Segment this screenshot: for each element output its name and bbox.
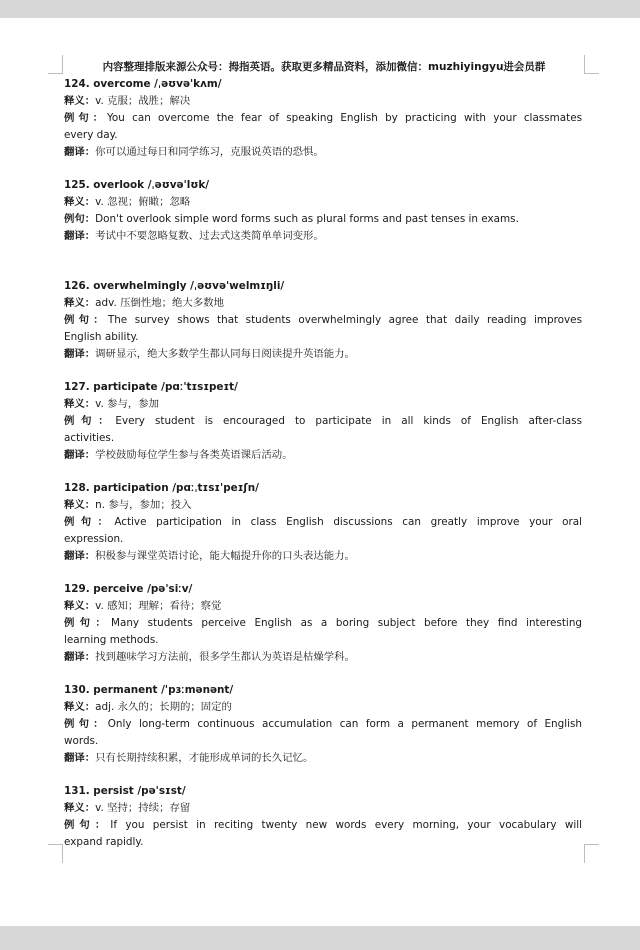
translation-label: 翻译： bbox=[64, 650, 96, 663]
translation-label: 翻译： bbox=[64, 751, 96, 764]
example-text: Don't overlook simple word forms such as plural forms and past tenses in exams. bbox=[95, 212, 519, 225]
headword: 128. participation /pɑːˌtɪsɪ'peɪʃn/ bbox=[64, 482, 259, 494]
translation-text: 考试中不要忽略复数、过去式这类简单单词变形。 bbox=[95, 229, 324, 242]
meaning-line bbox=[64, 497, 582, 514]
translation-label: 翻译： bbox=[64, 549, 96, 562]
translation-line bbox=[64, 649, 582, 666]
vocab-entry bbox=[64, 379, 582, 480]
example-line bbox=[64, 716, 582, 733]
corner-mark-bottom-left bbox=[48, 844, 63, 863]
translation-text: 你可以通过每日和同学练习，克服说英语的恐惧。 bbox=[95, 145, 324, 158]
meaning-line bbox=[64, 93, 582, 110]
meaning-text: v. 参与，参加 bbox=[95, 397, 160, 410]
example-line bbox=[64, 413, 582, 430]
example-continuation: activities. bbox=[64, 431, 115, 444]
example-continuation: every day. bbox=[64, 128, 118, 141]
example-label: 例句： bbox=[64, 616, 111, 629]
vocab-entry bbox=[64, 177, 582, 278]
headword: 129. perceive /pə'siːv/ bbox=[64, 583, 193, 595]
vocab-entry bbox=[64, 581, 582, 682]
headword: 127. participate /pɑː'tɪsɪpeɪt/ bbox=[64, 381, 238, 393]
example-text: Active participation in class English discussions can greatly improve your oral bbox=[114, 515, 582, 528]
meaning-line bbox=[64, 800, 582, 817]
bottom-gray-bar bbox=[0, 926, 640, 950]
translation-label: 翻译： bbox=[64, 448, 96, 461]
meaning-label: 释义： bbox=[64, 195, 96, 208]
translation-line bbox=[64, 447, 582, 464]
translation-label: 翻译： bbox=[64, 145, 96, 158]
example-continuation: expand rapidly. bbox=[64, 835, 144, 848]
example-label: 例句： bbox=[64, 313, 108, 326]
headword: 124. overcome /ˌəʊvə'kʌm/ bbox=[64, 78, 222, 90]
meaning-text: v. 感知；理解；看待；察觉 bbox=[95, 599, 222, 612]
meaning-line bbox=[64, 295, 582, 312]
meaning-label: 释义： bbox=[64, 296, 96, 309]
meaning-label: 释义： bbox=[64, 801, 96, 814]
meaning-line bbox=[64, 194, 582, 211]
meaning-text: adv. 压倒性地；绝大多数地 bbox=[95, 296, 224, 309]
meaning-label: 释义： bbox=[64, 599, 96, 612]
vocabulary-list bbox=[64, 76, 582, 884]
example-line bbox=[64, 615, 582, 632]
corner-mark-top-right bbox=[584, 55, 599, 74]
corner-mark-bottom-right bbox=[584, 844, 599, 863]
example-line bbox=[64, 312, 582, 329]
example-label: 例句： bbox=[64, 515, 115, 528]
translation-text: 调研显示，绝大多数学生都认同每日阅读提升英语能力。 bbox=[95, 347, 355, 360]
translation-line bbox=[64, 548, 582, 565]
translation-line bbox=[64, 346, 582, 363]
meaning-line bbox=[64, 598, 582, 615]
example-label: 例句： bbox=[64, 212, 96, 225]
example-continuation: learning methods. bbox=[64, 633, 159, 646]
vocab-entry bbox=[64, 76, 582, 177]
translation-text: 找到趣味学习方法前，很多学生都认为英语是枯燥学科。 bbox=[95, 650, 355, 663]
meaning-label: 释义： bbox=[64, 94, 96, 107]
example-text: Only long-term continuous accumulation can form a permanent memory of English bbox=[107, 717, 583, 730]
translation-text: 学校鼓励每位学生参与各类英语课后活动。 bbox=[95, 448, 293, 461]
headword: 131. persist /pə'sɪst/ bbox=[64, 785, 186, 797]
meaning-text: v. 忽视；俯瞰；忽略 bbox=[95, 195, 191, 208]
translation-text: 只有长期持续积累，才能形成单词的长久记忆。 bbox=[95, 751, 314, 764]
headword: 126. overwhelmingly /ˌəʊvə'welmɪŋli/ bbox=[64, 280, 285, 292]
example-label: 例句： bbox=[64, 818, 111, 831]
example-line bbox=[64, 514, 582, 531]
example-label: 例句： bbox=[64, 414, 116, 427]
vocab-entry bbox=[64, 783, 582, 884]
example-text: If you persist in reciting twenty new words every morning, your vocabulary will bbox=[110, 818, 582, 831]
translation-label: 翻译： bbox=[64, 229, 96, 242]
translation-line bbox=[64, 750, 582, 767]
example-text: You can overcome the fear of speaking English by practicing with your classmates bbox=[106, 111, 583, 124]
example-line bbox=[64, 110, 582, 127]
example-line bbox=[64, 817, 582, 834]
headword: 125. overlook /ˌəʊvə'lʊk/ bbox=[64, 179, 210, 191]
meaning-text: n. 参与，参加；投入 bbox=[95, 498, 192, 511]
headword: 130. permanent /'pɜːmənənt/ bbox=[64, 684, 234, 696]
example-line bbox=[64, 211, 582, 228]
translation-label: 翻译： bbox=[64, 347, 96, 360]
example-text: Many students perceive English as a boring subject before they find interesting bbox=[111, 616, 583, 629]
vocab-entry bbox=[64, 278, 582, 379]
translation-text: 积极参与课堂英语讨论，能大幅提升你的口头表达能力。 bbox=[95, 549, 355, 562]
meaning-label: 释义： bbox=[64, 700, 96, 713]
example-continuation: words. bbox=[64, 734, 99, 747]
page-header: 内容整理排版来源公众号：拇指英语。获取更多精品资料，添加微信：muzhiyingyu进会员群 bbox=[102, 61, 546, 73]
vocab-entry bbox=[64, 682, 582, 783]
vocab-entry bbox=[64, 480, 582, 581]
corner-mark-top-left bbox=[48, 55, 63, 74]
meaning-label: 释义： bbox=[64, 498, 96, 511]
meaning-line bbox=[64, 396, 582, 413]
meaning-text: v. 坚持；持续；存留 bbox=[95, 801, 191, 814]
meaning-line bbox=[64, 699, 582, 716]
example-label: 例句： bbox=[64, 717, 108, 730]
example-continuation: English ability. bbox=[64, 330, 139, 343]
meaning-label: 释义： bbox=[64, 397, 96, 410]
example-text: The survey shows that students overwhelmingly agree that daily reading improves bbox=[107, 313, 582, 326]
example-label: 例句： bbox=[64, 111, 107, 124]
example-text: Every student is encouraged to participate in all kinds of English after-class bbox=[115, 414, 583, 427]
top-gray-bar bbox=[0, 0, 640, 18]
translation-line bbox=[64, 144, 582, 161]
example-continuation: expression. bbox=[64, 532, 124, 545]
meaning-text: v. 克服；战胜；解决 bbox=[95, 94, 191, 107]
translation-line bbox=[64, 228, 582, 245]
meaning-text: adj. 永久的；长期的；固定的 bbox=[95, 700, 232, 713]
